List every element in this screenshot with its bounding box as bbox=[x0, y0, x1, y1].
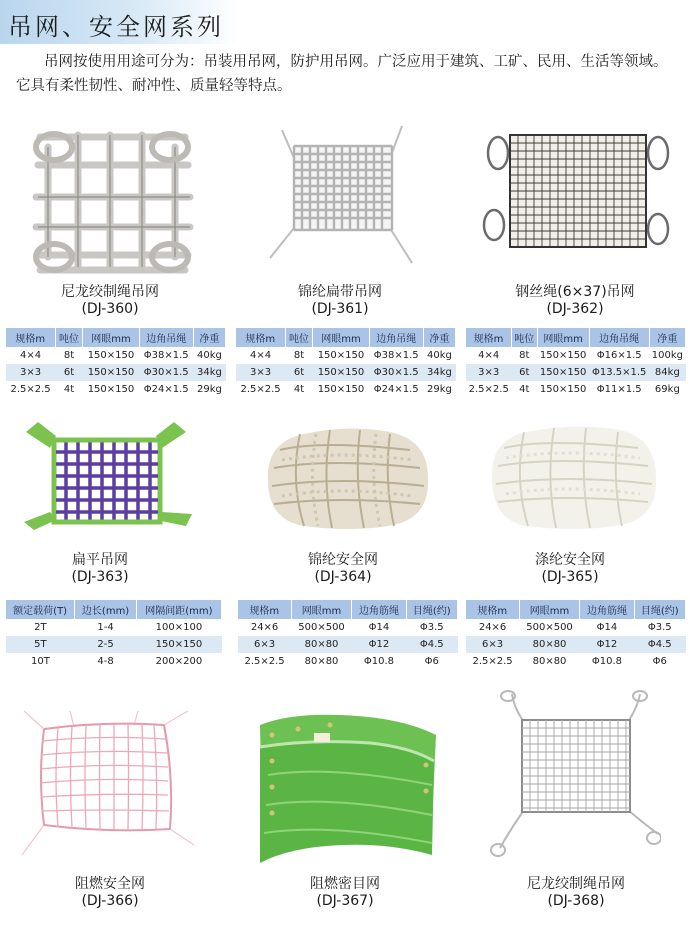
table-cell: 2.5×2.5 bbox=[10, 384, 51, 395]
table-cell: Φ38×1.5 bbox=[143, 350, 189, 361]
table-row bbox=[466, 653, 686, 670]
table-cell: 100×100 bbox=[155, 622, 203, 633]
table-cell: Φ24×1.5 bbox=[143, 384, 189, 395]
table-cell: Φ12 bbox=[580, 636, 634, 653]
table-header: 规格m bbox=[466, 328, 511, 347]
product-code: (DJ-362) bbox=[546, 301, 604, 317]
product-code: (DJ-367) bbox=[316, 893, 374, 909]
table-header: 边长(mm) bbox=[75, 600, 137, 619]
table-cell: 150×150 bbox=[313, 364, 369, 381]
product-name: 尼龙绞制绳吊网 bbox=[61, 284, 159, 300]
table-cell: Φ14 bbox=[368, 622, 390, 633]
table-row bbox=[466, 364, 686, 381]
product-code: (DJ-368) bbox=[547, 893, 605, 909]
table-header: 网眼mm bbox=[313, 328, 369, 347]
spec-table-dj-364 bbox=[238, 600, 458, 670]
table-cell: 6t bbox=[55, 364, 83, 381]
product-name: 涤纶安全网 bbox=[535, 552, 605, 568]
table-cell: 4×4 bbox=[249, 350, 272, 361]
table-header-row bbox=[6, 328, 226, 347]
table-header: 目绳(约) bbox=[634, 600, 686, 619]
table-cell: 8t bbox=[63, 350, 75, 361]
table-row bbox=[6, 381, 226, 398]
product-caption-dj-368 bbox=[476, 876, 676, 910]
table-cell: 24×6 bbox=[478, 622, 507, 633]
table-cell: Φ6 bbox=[652, 656, 667, 667]
table-cell: 3×3 bbox=[236, 364, 285, 381]
table-cell: 4t bbox=[519, 384, 530, 395]
table-cell: 80×80 bbox=[291, 636, 352, 653]
table-row bbox=[238, 653, 458, 670]
product-code: (DJ-360) bbox=[81, 301, 139, 317]
spec-table-dj-365 bbox=[466, 600, 686, 670]
intro-text: 吊网按使用用途可分为：吊装用吊网，防护用吊网。广泛应用于建筑、工矿、民用、生活等领域。它具有柔性韧性、耐冲性、质量轻等特点。 bbox=[16, 54, 668, 94]
product-name: 锦纶安全网 bbox=[308, 552, 378, 568]
product-code: (DJ-364) bbox=[314, 569, 372, 585]
table-cell: Φ4.5 bbox=[406, 636, 458, 653]
table-cell: 40kg bbox=[197, 350, 222, 361]
table-cell: 29kg bbox=[427, 384, 452, 395]
table-cell: 150×150 bbox=[539, 350, 587, 361]
table-header-row bbox=[466, 328, 686, 347]
table-row bbox=[466, 636, 686, 653]
product-image-dj-362 bbox=[482, 125, 672, 275]
table-cell: 150×150 bbox=[317, 350, 365, 361]
table-cell: 2.5×2.5 bbox=[244, 656, 285, 667]
table-row bbox=[466, 381, 686, 398]
spec-table-dj-360 bbox=[6, 328, 226, 398]
table-cell: 2.5×2.5 bbox=[472, 656, 513, 667]
table-header-row bbox=[466, 600, 686, 619]
product-caption-dj-367 bbox=[245, 876, 445, 910]
table-cell: 2-5 bbox=[75, 636, 137, 653]
product-caption-dj-364 bbox=[243, 552, 443, 586]
table-cell: 100kg bbox=[651, 350, 683, 361]
spec-table-dj-363 bbox=[6, 600, 222, 670]
product-image-dj-365 bbox=[486, 420, 661, 535]
table-cell: 150×150 bbox=[87, 384, 135, 395]
table-header: 规格m bbox=[466, 600, 519, 619]
table-header: 规格m bbox=[236, 328, 285, 347]
table-cell: Φ16×1.5 bbox=[596, 350, 642, 361]
table-cell: 500×500 bbox=[526, 622, 573, 633]
table-cell: 80×80 bbox=[304, 656, 339, 667]
table-header-row bbox=[236, 328, 456, 347]
product-code: (DJ-366) bbox=[81, 893, 139, 909]
table-cell: 150×150 bbox=[136, 636, 221, 653]
table-header: 边角吊绳 bbox=[139, 328, 193, 347]
table-row bbox=[6, 619, 222, 636]
table-row bbox=[6, 364, 226, 381]
table-cell: Φ6 bbox=[424, 656, 439, 667]
table-cell: 29kg bbox=[197, 384, 222, 395]
table-cell: 69kg bbox=[654, 384, 680, 395]
table-header: 额定载荷(T) bbox=[6, 600, 75, 619]
table-header: 净重 bbox=[193, 328, 225, 347]
table-cell: 4×4 bbox=[478, 350, 500, 361]
product-image-dj-361 bbox=[262, 118, 417, 273]
product-image-dj-367 bbox=[250, 705, 440, 870]
table-cell: Φ10.8 bbox=[591, 656, 623, 667]
table-cell: Φ11×1.5 bbox=[596, 384, 642, 395]
table-cell: 6×3 bbox=[238, 636, 291, 653]
table-row bbox=[466, 619, 686, 636]
table-cell: 2.5×2.5 bbox=[468, 384, 509, 395]
table-header: 边角吊绳 bbox=[369, 328, 423, 347]
table-header: 净重 bbox=[649, 328, 685, 347]
table-header: 网眼mm bbox=[519, 600, 580, 619]
table-cell: 10T bbox=[30, 656, 50, 667]
product-code: (DJ-365) bbox=[541, 569, 599, 585]
product-name: 钢丝绳(6×37)吊网 bbox=[515, 284, 635, 300]
table-header: 目绳(约) bbox=[406, 600, 458, 619]
table-cell: 2.5×2.5 bbox=[240, 384, 281, 395]
table-cell: Φ14 bbox=[596, 622, 618, 633]
table-cell: 40kg bbox=[427, 350, 452, 361]
table-header: 边角吊绳 bbox=[589, 328, 649, 347]
table-cell: Φ38×1.5 bbox=[373, 350, 419, 361]
product-code: (DJ-361) bbox=[311, 301, 369, 317]
product-image-dj-368 bbox=[486, 690, 661, 860]
table-header-row bbox=[6, 600, 222, 619]
table-cell: 6t bbox=[285, 364, 313, 381]
table-header: 网眼mm bbox=[83, 328, 139, 347]
table-header: 网眼mm bbox=[291, 600, 352, 619]
table-cell: 500×500 bbox=[298, 622, 345, 633]
table-header: 网眼mm bbox=[537, 328, 589, 347]
product-caption-dj-360 bbox=[10, 284, 210, 318]
spec-table-dj-362 bbox=[466, 328, 686, 398]
product-image-dj-360 bbox=[30, 125, 195, 280]
table-cell: 84kg bbox=[649, 364, 685, 381]
table-row bbox=[238, 619, 458, 636]
table-header: 净重 bbox=[423, 328, 455, 347]
table-cell: Φ12 bbox=[352, 636, 406, 653]
table-cell: 4t bbox=[293, 384, 305, 395]
product-caption-dj-361 bbox=[240, 284, 440, 318]
product-name: 锦纶扁带吊网 bbox=[298, 284, 382, 300]
table-header-row bbox=[238, 600, 458, 619]
table-row bbox=[236, 364, 456, 381]
table-cell: 4t bbox=[63, 384, 75, 395]
table-cell: 3×3 bbox=[466, 364, 511, 381]
table-cell: Φ3.5 bbox=[419, 622, 444, 633]
product-image-dj-363 bbox=[16, 418, 201, 543]
table-row bbox=[236, 347, 456, 364]
table-cell: 1-4 bbox=[97, 622, 114, 633]
table-cell: 150×150 bbox=[87, 350, 135, 361]
table-cell: 80×80 bbox=[519, 636, 580, 653]
table-cell: 6t bbox=[511, 364, 537, 381]
table-cell: 6×3 bbox=[466, 636, 519, 653]
table-row bbox=[6, 653, 222, 670]
table-cell: Φ3.5 bbox=[647, 622, 672, 633]
product-image-dj-364 bbox=[260, 420, 435, 535]
table-header: 吨位 bbox=[55, 328, 83, 347]
table-cell: Φ10.8 bbox=[363, 656, 395, 667]
table-cell: Φ30×1.5 bbox=[139, 364, 193, 381]
table-header: 网隔间距(mm) bbox=[136, 600, 221, 619]
product-caption-dj-366 bbox=[10, 876, 210, 910]
product-name: 尼龙绞制绳吊网 bbox=[527, 876, 625, 892]
product-code: (DJ-363) bbox=[71, 569, 129, 585]
table-header: 边角筋绳 bbox=[352, 600, 406, 619]
table-cell: 34kg bbox=[423, 364, 455, 381]
table-cell: 5T bbox=[6, 636, 75, 653]
table-cell: 24×6 bbox=[250, 622, 279, 633]
table-cell: Φ4.5 bbox=[634, 636, 686, 653]
table-header: 规格m bbox=[238, 600, 291, 619]
table-row bbox=[238, 636, 458, 653]
product-caption-dj-365 bbox=[470, 552, 670, 586]
table-cell: 8t bbox=[519, 350, 530, 361]
table-cell: 80×80 bbox=[532, 656, 567, 667]
table-row bbox=[466, 347, 686, 364]
table-cell: 2T bbox=[34, 622, 47, 633]
table-header: 规格m bbox=[6, 328, 55, 347]
table-cell: Φ13.5×1.5 bbox=[589, 364, 649, 381]
spec-table-dj-361 bbox=[236, 328, 456, 398]
table-cell: Φ24×1.5 bbox=[373, 384, 419, 395]
table-row bbox=[236, 381, 456, 398]
table-cell: 4×4 bbox=[19, 350, 42, 361]
table-cell: Φ30×1.5 bbox=[369, 364, 423, 381]
table-cell: 150×150 bbox=[83, 364, 139, 381]
product-image-dj-366 bbox=[14, 705, 199, 865]
table-header: 边角筋绳 bbox=[580, 600, 634, 619]
table-header: 吨位 bbox=[285, 328, 313, 347]
table-cell: 150×150 bbox=[539, 384, 587, 395]
product-caption-dj-362 bbox=[475, 284, 675, 318]
table-row bbox=[6, 347, 226, 364]
table-cell: 150×150 bbox=[537, 364, 589, 381]
table-row bbox=[6, 636, 222, 653]
table-cell: 150×150 bbox=[317, 384, 365, 395]
product-caption-dj-363 bbox=[0, 552, 200, 586]
table-cell: 8t bbox=[293, 350, 305, 361]
table-cell: 200×200 bbox=[155, 656, 203, 667]
product-name: 阻燃安全网 bbox=[75, 876, 145, 892]
table-cell: 34kg bbox=[193, 364, 225, 381]
table-cell: 4-8 bbox=[97, 656, 114, 667]
page-title: 吊网、安全网系列 bbox=[8, 13, 224, 41]
table-header: 吨位 bbox=[511, 328, 537, 347]
product-name: 扁平吊网 bbox=[72, 552, 128, 568]
product-name: 阻燃密目网 bbox=[310, 876, 380, 892]
table-cell: 3×3 bbox=[6, 364, 55, 381]
